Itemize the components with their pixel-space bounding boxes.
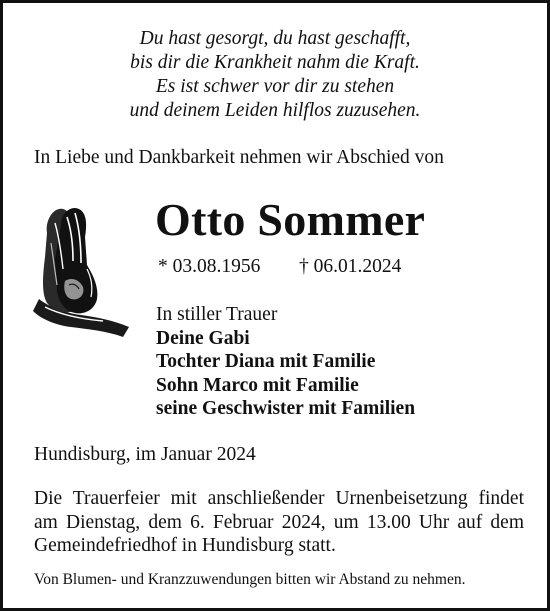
farewell-intro: In Liebe und Dankbarkeit nehmen wir Abschied von (34, 147, 444, 168)
praying-hands-icon (25, 203, 131, 338)
mourner-name: Sohn Marco mit Familie (156, 374, 359, 396)
mourner-name: seine Geschwister mit Familien (156, 398, 416, 419)
ceremony-line: am Dienstag, dem 6. Februar 2024, um 13.00 Uhr auf dem (34, 511, 524, 533)
ceremony-line: Die Trauerfeier mit anschließender Urnenbeisetzung findet (34, 488, 524, 509)
birth-date: * 03.08.1956 (158, 256, 261, 277)
mourners-block (156, 303, 415, 421)
poem-line: Es ist schwer vor dir zu stehen (155, 76, 395, 97)
poem (3, 27, 547, 123)
flowers-note: Von Blumen- und Kranzzuwendungen bitten wir Abstand zu nehmen. (34, 571, 466, 588)
ceremony-info (34, 487, 524, 558)
poem-line: und deinem Leiden hilflos zuzusehen. (129, 100, 421, 121)
place-and-date: Hundisburg, im Januar 2024 (34, 444, 256, 465)
mourner-name: Deine Gabi (156, 327, 250, 349)
ceremony-line: Gemeindefriedhof in Hundisburg statt. (34, 535, 336, 556)
mourners-heading: In stiller Trauer (156, 304, 278, 325)
deceased-name: Otto Sommer (155, 194, 426, 245)
poem-line: bis dir die Krankheit nahm die Kraft. (130, 52, 420, 73)
poem-line: Du hast gesorgt, du hast geschafft, (139, 28, 411, 49)
mourner-name: Tochter Diana mit Familie (156, 351, 376, 372)
death-date: † 06.01.2024 (299, 256, 402, 277)
